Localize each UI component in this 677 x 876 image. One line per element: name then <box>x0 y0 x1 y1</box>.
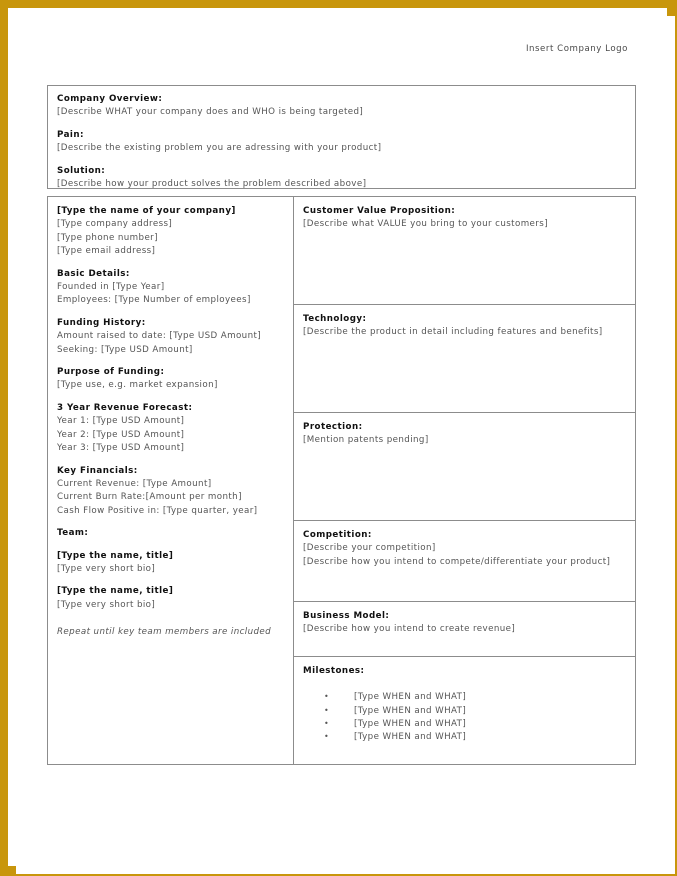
purpose-of-funding-heading: Purpose of Funding: <box>57 367 165 378</box>
competition-text-2[interactable]: [Describe how you intend to compete/differentiate your product] <box>303 556 611 567</box>
spacer <box>57 156 635 165</box>
customer-value-proposition-cell <box>294 197 635 305</box>
company-overview-heading: Company Overview: <box>57 94 163 104</box>
business-model-text[interactable]: [Describe how you intend to create revenue] <box>303 624 516 635</box>
business-model-cell <box>294 602 635 657</box>
funding-history-heading: Funding History: <box>57 317 146 328</box>
company-overview-box <box>47 85 636 189</box>
pain-text[interactable]: [Describe the existing problem you are adressing with your product] <box>57 143 382 154</box>
team-heading: Team: <box>57 528 89 539</box>
milestones-heading: Milestones: <box>303 666 365 676</box>
milestone-item[interactable]: • [Type WHEN and WHAT] <box>303 705 635 718</box>
company-address-field[interactable]: [Type company address] <box>57 219 173 230</box>
spacer <box>57 518 293 527</box>
revenue-forecast-heading: 3 Year Revenue Forecast: <box>57 402 193 413</box>
team-repeat-note: Repeat until key team members are included <box>57 627 272 638</box>
employees-field[interactable]: Employees: [Type Number of employees] <box>57 295 251 306</box>
competition-cell <box>294 521 635 602</box>
milestones-list <box>303 691 635 744</box>
customer-value-proposition-text[interactable]: [Describe what VALUE you bring to your customers] <box>303 219 548 230</box>
burn-rate-field[interactable]: Current Burn Rate:[Amount per month] <box>57 492 242 503</box>
company-phone-field[interactable]: [Type phone number] <box>57 232 158 243</box>
spacer <box>303 678 635 691</box>
competition-heading: Competition: <box>303 530 372 540</box>
team-member-2-bio[interactable]: [Type very short bio] <box>57 599 156 610</box>
protection-cell <box>294 413 635 521</box>
spacer <box>57 120 635 129</box>
technology-text[interactable]: [Describe the product in detail including features and benefits] <box>303 327 603 338</box>
spacer <box>57 259 293 268</box>
company-overview-text[interactable]: [Describe WHAT your company does and WHO is being targeted] <box>57 107 364 118</box>
spacer <box>57 357 293 366</box>
seeking-amount-field[interactable]: Seeking: [Type USD Amount] <box>57 344 193 355</box>
key-financials-heading: Key Financials: <box>57 465 138 476</box>
spacer <box>57 612 293 621</box>
main-content-table <box>47 196 636 765</box>
document-page <box>16 16 675 874</box>
left-column-cell <box>48 197 294 764</box>
team-member-1-bio[interactable]: [Type very short bio] <box>57 563 156 574</box>
competition-text-1[interactable]: [Describe your competition] <box>303 543 436 554</box>
amount-raised-field[interactable]: Amount raised to date: [Type USD Amount] <box>57 331 262 342</box>
spacer <box>57 456 293 465</box>
right-column-cell <box>294 197 635 764</box>
spacer <box>57 541 293 550</box>
customer-value-proposition-heading: Customer Value Proposition: <box>303 206 456 216</box>
milestones-cell <box>294 657 635 764</box>
solution-heading: Solution: <box>57 165 106 176</box>
milestone-item[interactable]: • [Type WHEN and WHAT] <box>303 731 635 744</box>
company-logo-placeholder: Insert Company Logo <box>525 44 628 54</box>
revenue-year2-field[interactable]: Year 2: [Type USD Amount] <box>57 429 185 440</box>
technology-cell <box>294 305 635 413</box>
company-name-field[interactable]: [Type the name of your company] <box>57 206 236 216</box>
team-member-2-name[interactable]: [Type the name, title] <box>57 586 174 597</box>
basic-details-heading: Basic Details: <box>57 268 130 279</box>
milestone-item[interactable]: • [Type WHEN and WHAT] <box>303 691 635 704</box>
current-revenue-field[interactable]: Current Revenue: [Type Amount] <box>57 478 212 489</box>
protection-heading: Protection: <box>303 422 363 432</box>
spacer <box>57 576 293 585</box>
revenue-year1-field[interactable]: Year 1: [Type USD Amount] <box>57 416 185 427</box>
pain-heading: Pain: <box>57 129 84 140</box>
solution-text[interactable]: [Describe how your product solves the problem described above] <box>57 179 367 190</box>
company-email-field[interactable]: [Type email address] <box>57 246 156 257</box>
purpose-of-funding-field[interactable]: [Type use, e.g. market expansion] <box>57 380 218 391</box>
business-model-heading: Business Model: <box>303 611 390 621</box>
revenue-year3-field[interactable]: Year 3: [Type USD Amount] <box>57 443 185 454</box>
milestone-item[interactable]: • [Type WHEN and WHAT] <box>303 718 635 731</box>
technology-heading: Technology: <box>303 314 367 324</box>
protection-text[interactable]: [Mention patents pending] <box>303 435 429 446</box>
spacer <box>57 393 293 402</box>
team-member-1-name[interactable]: [Type the name, title] <box>57 550 174 561</box>
spacer <box>57 308 293 317</box>
founded-year-field[interactable]: Founded in [Type Year] <box>57 282 165 293</box>
cash-flow-positive-field[interactable]: Cash Flow Positive in: [Type quarter, year] <box>57 505 258 516</box>
